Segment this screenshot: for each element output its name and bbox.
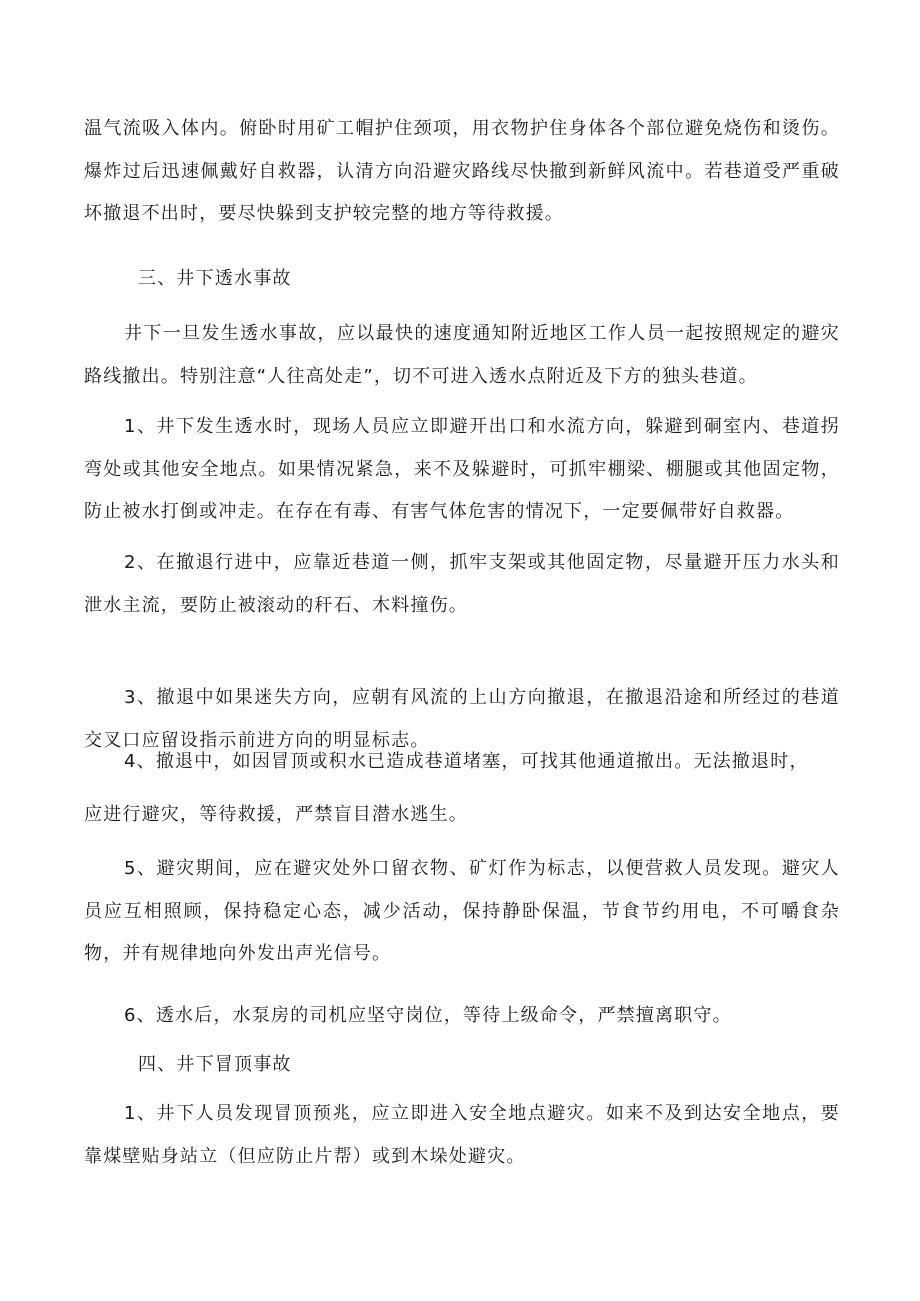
paragraph-water-item-3: 3、撤退中如果迷失方向，应朝有风流的上山方向撤退，在撤退沿途和所经过的巷道交叉口应留设指示前进方向的明显标志。 [84,687,840,751]
paragraph-water-item-5: 5、避灾期间，应在避灾处外口留衣物、矿灯作为标志，以便营救人员发现。避灾人员应互相照顾，保持稳定心态，减少活动，保持静卧保温，节食节约用电，不可嚼食杂物，并有规律地向外发出声光信号。 [84,858,840,964]
paragraph-water-inrush-intro: 井下一旦发生透水事故，应以最快的速度通知附近地区工作人员一起按照规定的避灾路线撤出。特别注意“人往高处走”，切不可进入透水点附近及下方的独头巷道。 [84,323,840,387]
section-heading-roof-fall: 四、井下冒顶事故 [138,1054,292,1075]
paragraph-water-item-4: 4、撤退中，如因冒顶或积水已造成巷道堵塞，可找其他通道撤出。无法撤退时， [124,751,809,772]
section-heading-water-inrush: 三、井下透水事故 [138,268,292,289]
paragraph-roof-item-1: 1、井下人员发现冒顶预兆，应立即进入安全地点避灾。如来不及到达安全地点，要靠煤壁贴身站立（但应防止片帮）或到木垛处避灾。 [84,1103,840,1167]
paragraph-water-item-1: 1、井下发生透水时，现场人员应立即避开出口和水流方向，躲避到硐室内、巷道拐弯处或其他安全地点。如果情况紧急，来不及躲避时，可抓牢棚梁、棚腿或其他固定物，防止被水打倒或冲走。在存在有毒、有害气体危害的情况下，一定要佩带好自救器。 [84,416,840,522]
paragraph-water-item-2: 2、在撤退行进中，应靠近巷道一侧，抓牢支架或其他固定物，尽量避开压力水头和泄水主流，要防止被滚动的秆石、木料撞伤。 [84,552,840,616]
paragraph-water-item-6: 6、透水后，水泵房的司机应坚守岗位，等待上级命令，严禁擅离职守。 [124,1005,732,1026]
paragraph-water-item-4-continued: 应进行避灾，等待救援，严禁盲目潜水逃生。 [84,804,468,825]
paragraph-explosion-continuation: 温气流吸入体内。俯卧时用矿工帽护住颈项，用衣物护住身体各个部位避免烧伤和烫伤。爆炸过后迅速佩戴好自救器，认清方向沿避灾路线尽快撤到新鲜风流中。若巷道受严重破坏撤退不出时，要尽快躲到支护较完整的地方等待救援。 [84,118,840,224]
